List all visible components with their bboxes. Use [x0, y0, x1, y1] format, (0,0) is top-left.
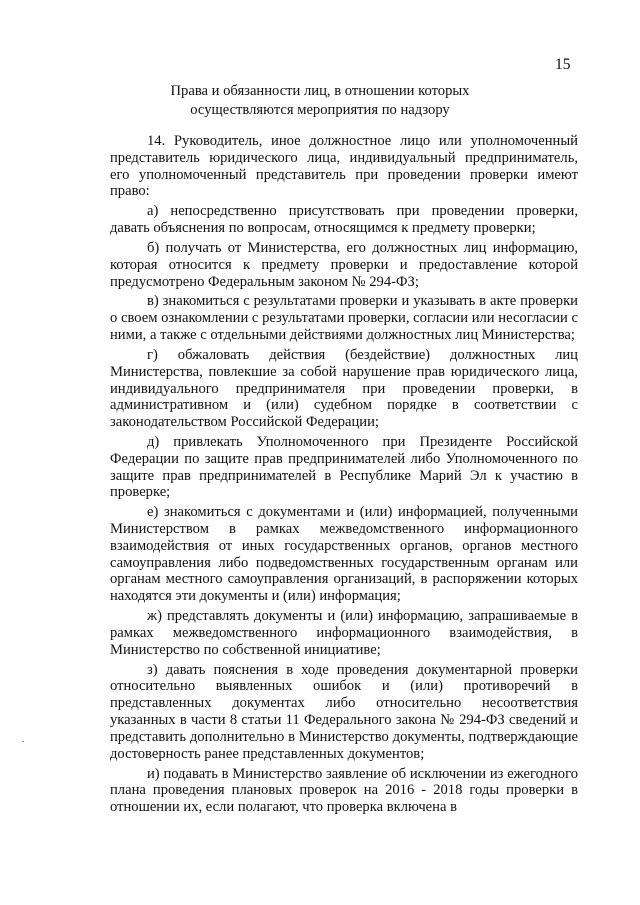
heading-line-2: осуществляются мероприятия по надзору	[190, 101, 450, 118]
paragraph-i: и) подавать в Министерство заявление об исключении из ежегодного плана проведения плановых проверок на 2016 - 2018 годы проверки в отношении их, если полагают, что проверка включена в	[110, 765, 578, 816]
section-heading	[110, 82, 530, 119]
paragraph-14: 14. Руководитель, иное должностное лицо или уполномоченный представитель юридического лица, индивидуальный предприниматель, его уполномоченный представитель при проведении проверки имеют право:	[110, 133, 578, 200]
document-body	[110, 133, 578, 819]
paragraph-z: з) давать пояснения в ходе проведения документарной проверки относительно выявленных ошибок и (или) противоречий в представленных документах либо относительно несоответствия указанных в части 8 статьи 11 Федерального закона № 294-ФЗ сведений и представить дополнительно в Министерство документы, подтверждающие достоверность ранее представленных документов;	[110, 661, 578, 762]
paragraph-d: д) привлекать Уполномоченного при Президенте Российской Федерации по защите прав предпринимателей либо Уполномоченного по защите прав предпринимателей в Республике Марий Эл к участию в проверке;	[110, 434, 578, 501]
paragraph-e: е) знакомиться с документами и (или) информацией, полученными Министерством в рамках межведомственного информационного взаимодействия от иных государственных органов, органов местного самоуправления либо подведомственных государственным органам или органам местного самоуправления организаций, в распоряжении которых находятся эти документы и (или) информация;	[110, 504, 578, 605]
paragraph-g: г) обжаловать действия (бездействие) должностных лиц Министерства, повлекшие за собой нарушение прав юридического лица, индивидуального предпринимателя при проведении проверки, в административном и (или) судебном порядке в соответствии с законодательством Российской Федерации;	[110, 346, 578, 431]
paragraph-a: а) непосредственно присутствовать при проведении проверки, давать объяснения по вопросам, относящимся к предмету проверки;	[110, 203, 578, 237]
paragraph-zh: ж) представлять документы и (или) информацию, запрашиваемые в рамках межведомственного информационного взаимодействия, в Министерство по собственной инициативе;	[110, 608, 578, 658]
paragraph-b: б) получать от Министерства, его должностных лиц информацию, которая относится к предмету проверки и предоставление которой предусмотрено Федеральным законом № 294-ФЗ;	[110, 239, 578, 290]
page-number: 15	[555, 56, 571, 73]
paragraph-v: в) знакомиться с результатами проверки и указывать в акте проверки о своем ознакомлении с результатами проверки, согласии или несогласии с ними, а также с отдельными действиями должностных лиц Министерства;	[110, 293, 578, 344]
heading-line-1: Права и обязанности лиц, в отношении которых	[170, 83, 470, 99]
scan-mark	[22, 741, 24, 742]
